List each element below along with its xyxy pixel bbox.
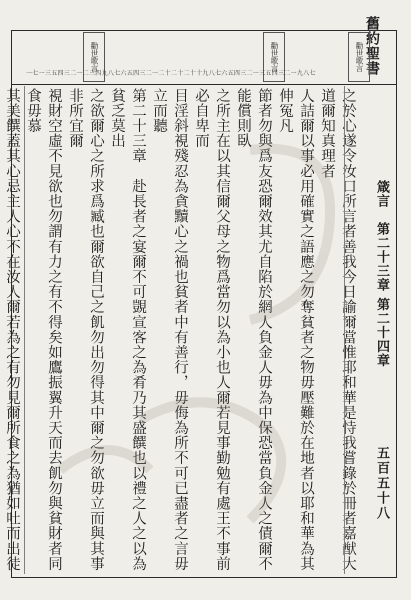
header-box-middle: 勸世歌言 (263, 32, 285, 82)
page-number: 五百五十八 (374, 446, 389, 521)
chapter-heading: 箴言 第二十三章 第二十四章 (374, 180, 389, 368)
text-column: 之所主在以其信爾父母之物爲當勿以為小也人爾若見事勤勉有處王不事前必自卑而 (193, 88, 230, 572)
text-column: 人詰爾以事必用確實之語應之勿奪貧者之物毋壓難於在地者以耶和華為其伸冤凡 (277, 88, 314, 572)
text-column: 第二十三章 赴長者之宴爾不可覬宣客之為肴乃其盛饌也以禮之人之以為貧乏莫出 (109, 88, 146, 572)
header-box-left: 勸世歌言 (83, 32, 105, 82)
verse-numbers-strip: 一七一三五四三二一二三四九八七六五四三二一二十二十二十十九八七六五四三二一三五四三二一九八七 (26, 70, 316, 77)
body-text (4, 88, 358, 572)
text-column: 之於心遂令汝口所言者善我今日諭爾當惟耶和華是恃我嘗錄於冊者嘉猷大道爾知真理者 (319, 88, 356, 572)
column-rule (344, 86, 345, 574)
text-column: 視財空虛不見欲也勿謂有力之有不得矣如鷹振翼升天而去飢勿與貧財者同食毋慕 (25, 88, 62, 572)
header-box-right: 勸世歌言 (348, 32, 370, 82)
text-column: 之欲爾心之所求爲臧也爾欲自己之飢勿出勿得其中爾之勿欲毋立而與其事非所宜爾 (67, 88, 104, 572)
text-column: 節者勿與爲友恐爾效其尤自陷於網人負金人毋為中保恐當負金人之債爾不能償則臥 (235, 88, 272, 572)
text-column: 其美饌蓋其心忌主人心不在汝人爾若為之有勿見爾所食之為猶如吐而出徒 (4, 88, 20, 572)
book-title: 舊約聖書 (364, 16, 380, 76)
column-rule (24, 86, 25, 574)
header-divider (11, 84, 397, 85)
text-column: 目淫斜視殘忍為貪黷心之禍也貧者中有善行，毋侮為所不可已盡者之言毋立而聽 (151, 88, 188, 572)
